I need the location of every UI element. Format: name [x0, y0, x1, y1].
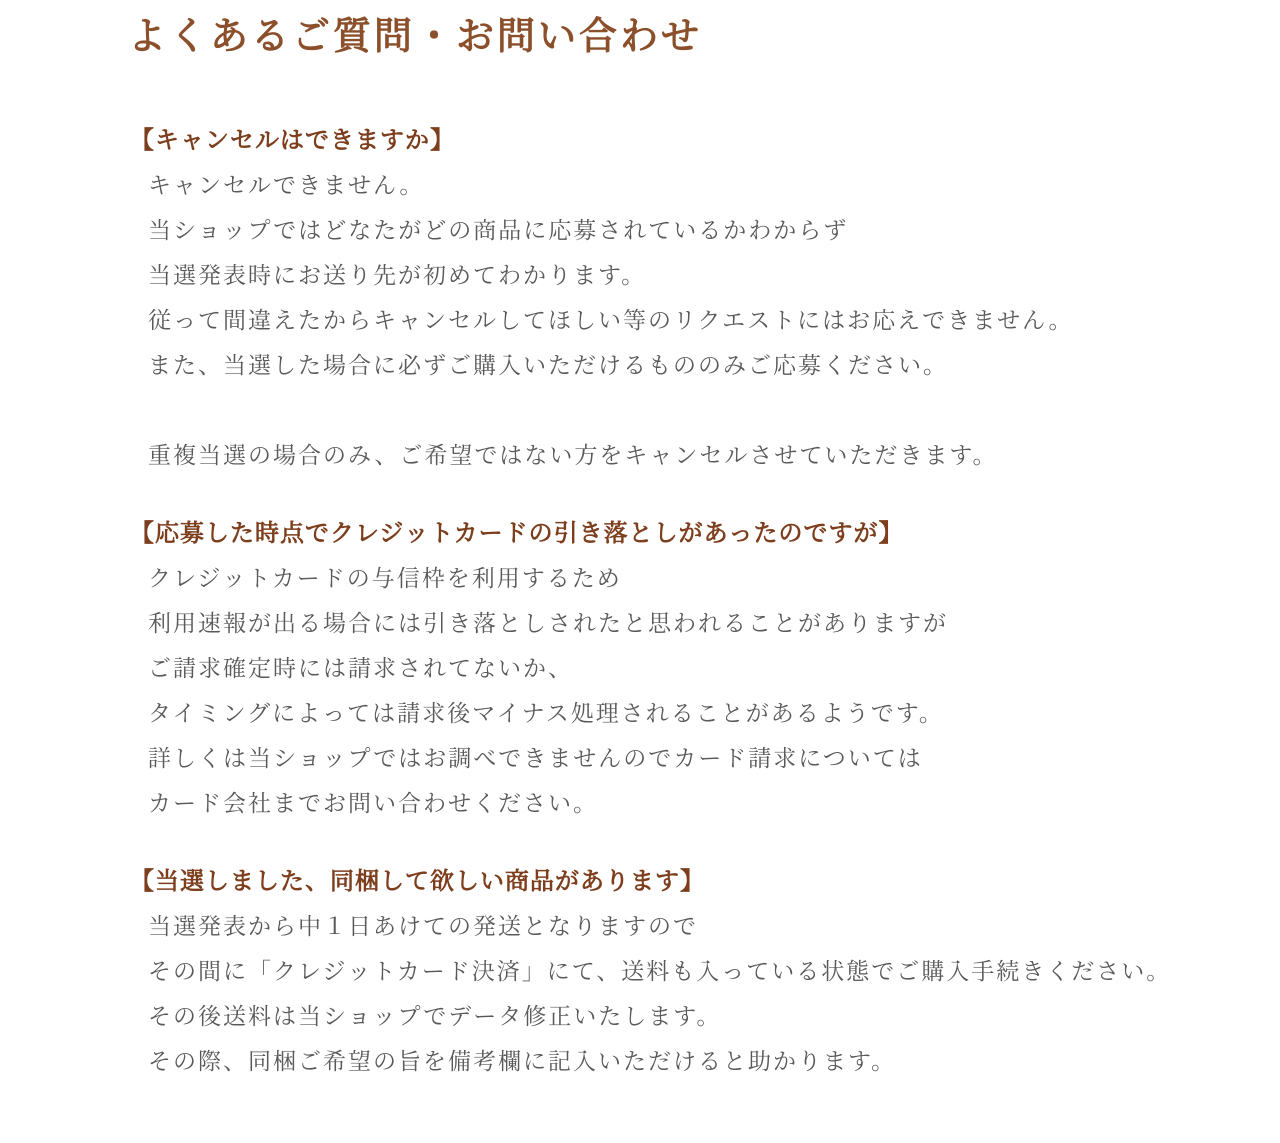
- answer-line: また、当選した場合に必ずご購入いただけるもののみご応募ください。: [148, 352, 948, 378]
- answer-line: 当選発表から中１日あけての発送となりますので: [148, 913, 698, 939]
- faq-answer-paragraph: [130, 433, 1220, 478]
- page-title: よくあるご質問・お問い合わせ: [128, 16, 703, 58]
- answer-line: その間に「クレジットカード決済」にて、送料も入っている状態でご購入手続きください。: [148, 958, 1172, 984]
- answer-line: 従って間違えたからキャンセルしてほしい等のリクエストにはお応えできません。: [148, 307, 1074, 333]
- faq-answer-paragraph: [130, 163, 1220, 388]
- answer-line: カード会社までお問い合わせください。: [148, 790, 598, 816]
- faq-answer-paragraph: [130, 904, 1220, 1084]
- faq-question-cancel: 【キャンセルはできますか】: [130, 127, 455, 154]
- faq-question-credit-card: 【応募した時点でクレジットカードの引き落としがあったのですが】: [130, 520, 904, 547]
- faq-section-bundle-shipping: [130, 866, 1220, 1084]
- faq-section-cancel: [130, 125, 1220, 478]
- answer-line: 詳しくは当ショップではお調べできませんのでカード請求については: [148, 745, 923, 771]
- answer-line: 重複当選の場合のみ、ご希望ではない方をキャンセルさせていただきます。: [148, 442, 998, 468]
- answer-line: クレジットカードの与信枠を利用するため: [148, 565, 622, 591]
- answer-line: タイミングによっては請求後マイナス処理されることがあるようです。: [148, 700, 944, 726]
- faq-answer-paragraph: [130, 556, 1220, 826]
- answer-line: ご請求確定時には請求されてないか、: [148, 655, 573, 681]
- faq-question-bundle-shipping: 【当選しました、同梱して欲しい商品があります】: [130, 868, 705, 895]
- answer-line: 利用速報が出る場合には引き落としされたと思われることがありますが: [148, 610, 948, 636]
- answer-line: その後送料は当ショップでデータ修正いたします。: [148, 1003, 722, 1029]
- answer-line: 当選発表時にお送り先が初めてわかります。: [148, 262, 647, 288]
- answer-line: その際、同梱ご希望の旨を備考欄に記入いただけると助かります。: [148, 1048, 897, 1074]
- answer-line: キャンセルできません。: [148, 172, 425, 198]
- answer-line: 当ショップではどなたがどの商品に応募されているかわからず: [148, 217, 849, 243]
- faq-section-credit-card: [130, 518, 1220, 826]
